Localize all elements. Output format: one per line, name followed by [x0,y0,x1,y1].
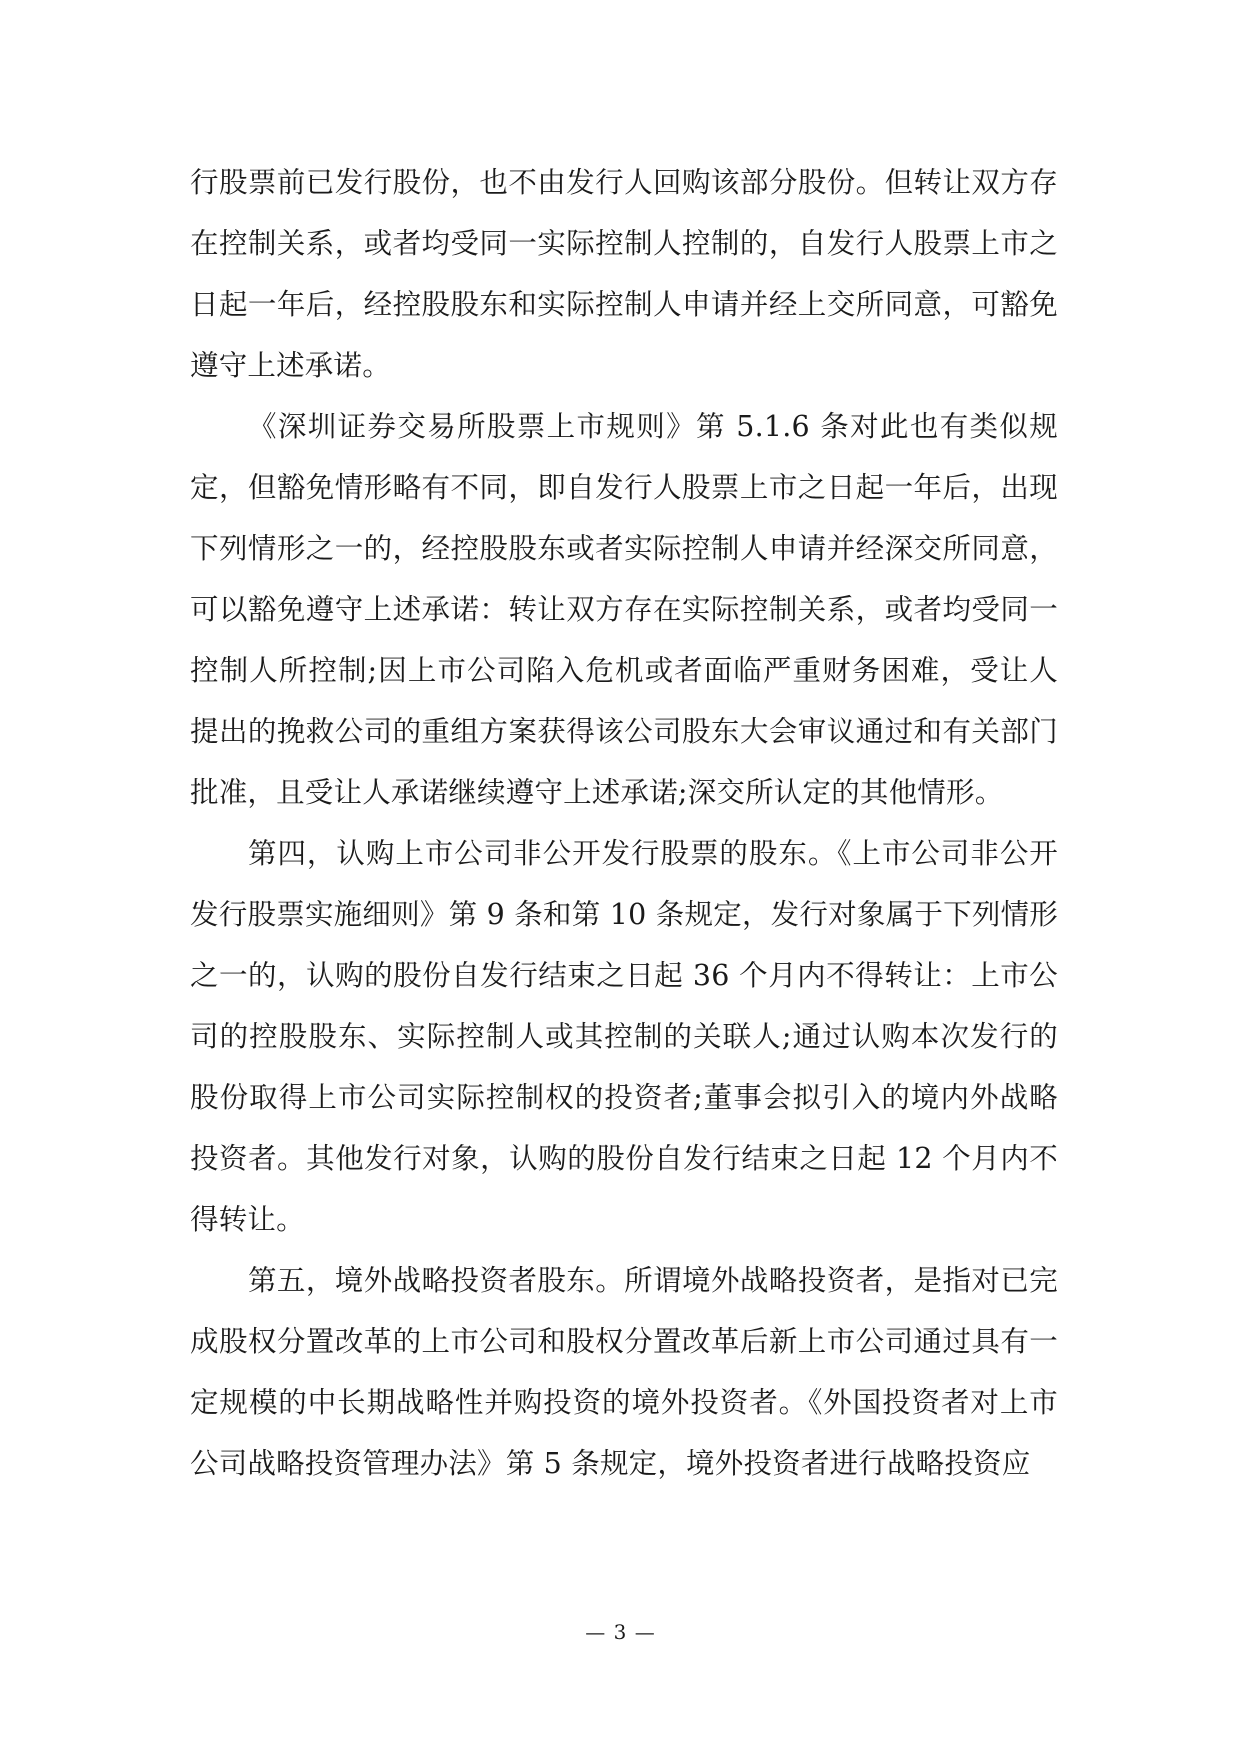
page-number: — 3 — [585,1620,656,1644]
paragraph-continued: 行股票前已发行股份，也不由发行人回购该部分股份。但转让双方存在控制关系，或者均受同一实际控制人控制的，自发行人股票上市之日起一年后，经控股股东和实际控制人申请并经上交所同意，可豁免遵守上述承诺。 [190,166,1058,382]
paragraph-fourth-private-placement: 第四，认购上市公司非公开发行股票的股东。《上市公司非公开发行股票实施细则》第 9 条和第 10 条规定，发行对象属于下列情形之一的，认购的股份自发行结束之日起 36 个月内不得转让：上市公司的控股股东、实际控制人或其控制的关联人;通过认购本次发行的股份取得上市公司实际控制权的投资者;董事会拟引入的境内外战略投资者。其他发行对象，认购的股份自发行结束之日起 12 个月内不得转让。 [190,837,1058,1236]
document-body [190,152,1058,1494]
paragraph-shenzhen-rules: 《深圳证券交易所股票上市规则》第 5.1.6 条对此也有类似规定，但豁免情形略有不同，即自发行人股票上市之日起一年后，出现下列情形之一的，经控股股东或者实际控制人申请并经深交所同意，可以豁免遵守上述承诺：转让双方存在实际控制关系，或者均受同一控制人所控制;因上市公司陷入危机或者面临严重财务困难，受让人提出的挽救公司的重组方案获得该公司股东大会审议通过和有关部门批准，且受让人承诺继续遵守上述承诺;深交所认定的其他情形。 [190,410,1058,809]
paragraph-fifth-foreign-investors: 第五，境外战略投资者股东。所谓境外战略投资者，是指对已完成股权分置改革的上市公司和股权分置改革后新上市公司通过具有一定规模的中长期战略性并购投资的境外投资者。《外国投资者对上市公司战略投资管理办法》第 5 条规定，境外投资者进行战略投资应 [190,1264,1058,1480]
